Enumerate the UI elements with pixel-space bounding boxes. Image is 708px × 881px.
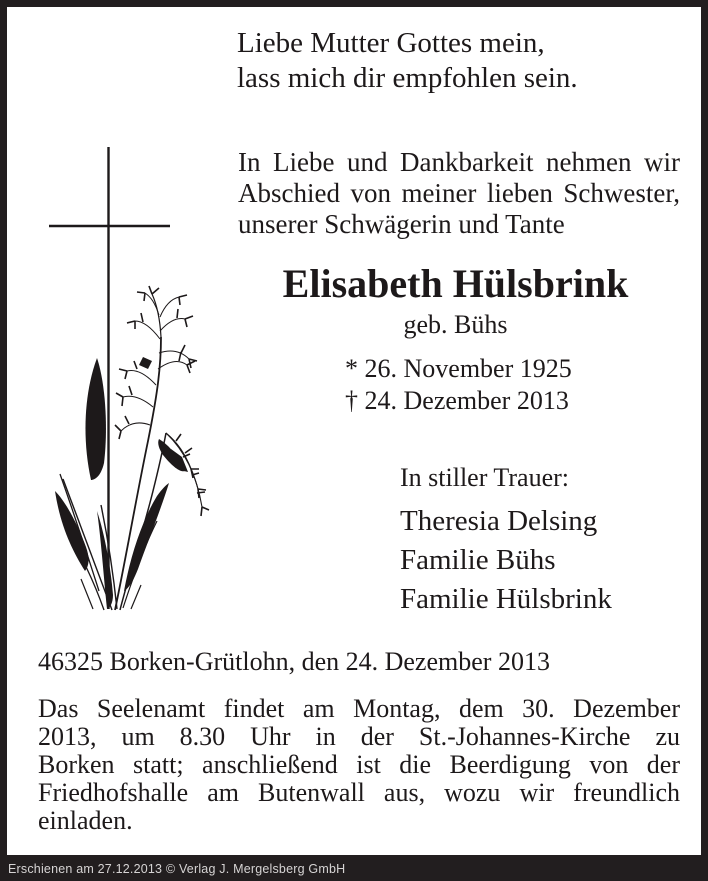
grass-blades	[55, 357, 188, 609]
mourner-name: Theresia Delsing	[400, 505, 598, 537]
announcement-line: Das Seelenamt findet am Montag, dem 30. Dezember	[38, 694, 680, 723]
epigraph-line: Liebe Mutter Gottes mein,	[237, 27, 545, 59]
announcement-line: Friedhofshalle am Butenwall aus, wozu wir freundlich	[38, 778, 680, 807]
announcement-line: einladen.	[38, 806, 133, 835]
place-and-date-line: 46325 Borken-Grütlohn, den 24. Dezember 2013	[38, 647, 550, 676]
memorial-cross-icon	[49, 147, 170, 609]
death-date: † 24. Dezember 2013	[345, 386, 569, 415]
obituary-notice-page	[7, 7, 701, 855]
intro-line: In Liebe und Dankbarkeit nehmen wir	[238, 147, 680, 177]
announcement-line: 2013, um 8.30 Uhr in der St.-Johannes-Kirche zu	[38, 722, 680, 751]
deceased-name: Elisabeth Hülsbrink	[282, 261, 629, 306]
cross-and-grass-illustration	[33, 139, 213, 617]
intro-line: unserer Schwägerin und Tante	[238, 209, 565, 239]
funeral-announcement	[38, 695, 680, 835]
mourning-heading: In stiller Trauer:	[400, 463, 569, 492]
mourner-name: Familie Hülsbrink	[400, 583, 612, 615]
mourner-name: Familie Bühs	[400, 544, 556, 576]
intro-paragraph	[238, 147, 680, 240]
life-dates	[345, 353, 572, 417]
maiden-name: geb. Bühs	[403, 310, 508, 339]
announcement-line: Borken statt; anschließend ist die Beerdigung von der	[38, 750, 680, 779]
publisher-footer: Erschienen am 27.12.2013 © Verlag J. Mergelsberg GmbH	[8, 862, 346, 876]
intro-line: Abschied von meiner lieben Schwester,	[238, 178, 680, 208]
birth-date: * 26. November 1925	[345, 354, 572, 383]
deceased-block	[231, 261, 680, 340]
epigraph-verse	[237, 26, 578, 96]
epigraph-line: lass mich dir empfohlen sein.	[237, 62, 578, 94]
mourners-list	[400, 502, 612, 619]
